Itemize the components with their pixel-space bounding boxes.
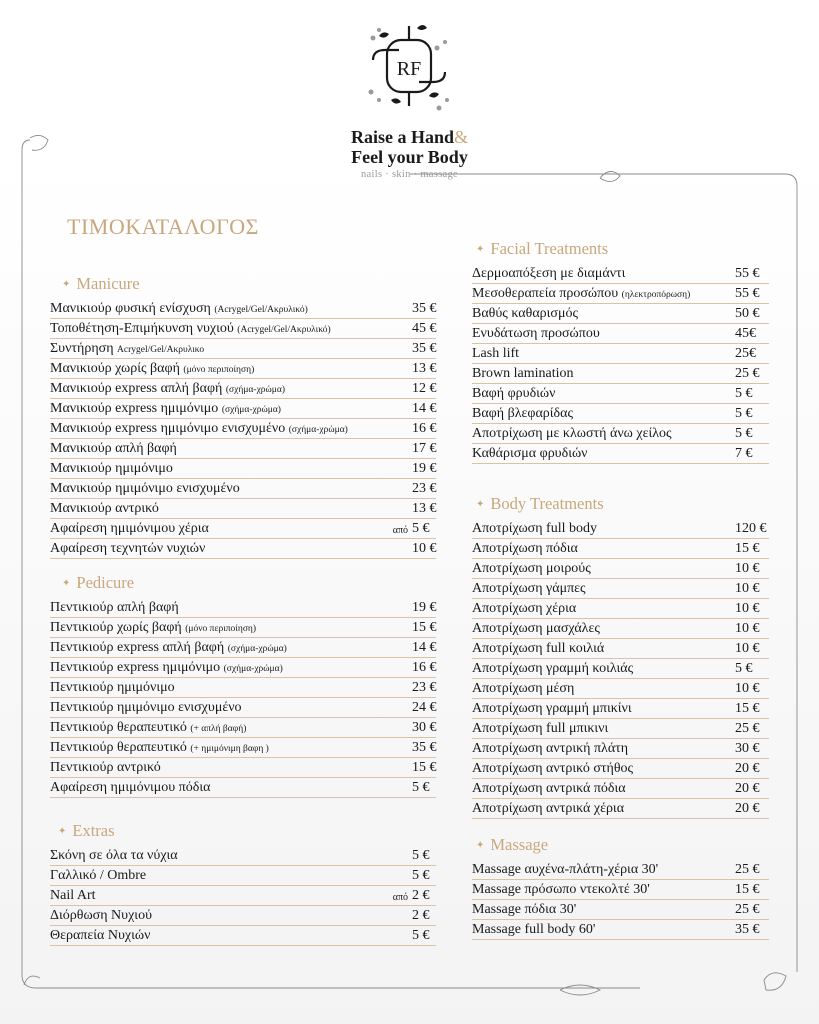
price-row: [50, 638, 436, 658]
price-prefix: από: [392, 892, 408, 903]
price-row: [472, 659, 769, 679]
service-name: [50, 521, 393, 538]
price-row: [50, 866, 436, 886]
service-name-text: Μανικιούρ απλή βαφή: [50, 441, 177, 456]
price-row: [472, 444, 769, 464]
brand-line-2: Feel your Body: [351, 147, 468, 167]
service-note: (σχήμα-χρώμα): [225, 385, 286, 395]
service-name: [472, 426, 735, 443]
service-name-text: Μεσοθεραπεία προσώπου: [472, 286, 619, 301]
price-row: [472, 424, 769, 444]
price-row: [50, 906, 436, 926]
service-name: [50, 501, 412, 518]
price-row: [472, 519, 769, 539]
service-name: [472, 761, 735, 778]
price-row: [472, 639, 769, 659]
price-row: [50, 618, 436, 638]
service-price: 35 €: [735, 922, 760, 937]
service-name-text: Αποτρίχωση γραμμή κοιλιάς: [472, 661, 634, 676]
service-price: 14 €: [412, 640, 437, 655]
service-price: 45€: [735, 326, 756, 341]
service-name: [472, 902, 735, 919]
service-price: 5 €: [412, 928, 430, 943]
service-name: [50, 660, 412, 677]
service-name-text: Αποτρίχωση χέρια: [472, 601, 577, 616]
service-name-text: Αποτρίχωση αντρικά χέρια: [472, 801, 625, 816]
service-price: 2 €: [412, 908, 430, 923]
service-name: [50, 401, 412, 418]
section-heading-text: Pedicure: [76, 573, 135, 592]
service-name-text: Βαφή φρυδιών: [472, 386, 556, 401]
service-name-text: Lash lift: [472, 346, 520, 361]
service-name-text: Βαθύς καθαρισμός: [472, 306, 579, 321]
service-name-text: Αποτρίχωση γραμμή μπικίνι: [472, 701, 632, 716]
service-note: (μόνο περιποίηση): [185, 624, 257, 634]
price-list: [472, 264, 769, 464]
service-price: 2 €: [412, 888, 430, 903]
service-name: [50, 760, 412, 777]
price-list: [50, 299, 436, 559]
service-name-text: Συντήρηση: [50, 341, 114, 356]
service-price: 30 €: [735, 741, 760, 756]
brand-name: [0, 127, 819, 180]
service-name-text: Καθάρισμα φρυδιών: [472, 446, 588, 461]
service-note: (Acrygel/Gel/Ακρυλικό): [214, 305, 308, 315]
service-price: 25 €: [735, 721, 760, 736]
service-price: 10 €: [735, 601, 760, 616]
service-name-text: Αποτρίχωση μασχάλες: [472, 621, 600, 636]
service-name-text: Δερμοαπόξεση με διαμάντι: [472, 266, 626, 281]
service-name-text: Αποτρίχωση πόδια: [472, 541, 578, 556]
service-note: (σχήμα-χρώμα): [227, 644, 287, 654]
service-name: [50, 908, 412, 925]
service-name-text: Αποτρίχωση μοιρούς: [472, 561, 591, 576]
price-row: [50, 439, 436, 459]
service-name: [472, 661, 735, 678]
price-prefix: από: [392, 525, 408, 536]
service-price: 25 €: [735, 902, 760, 917]
service-name: [50, 700, 412, 717]
service-price: 55 €: [735, 266, 760, 281]
price-row: [472, 559, 769, 579]
price-row: [472, 344, 769, 364]
price-list: [472, 860, 769, 940]
service-name: [472, 801, 735, 818]
service-name: [472, 266, 735, 283]
service-name: [472, 286, 735, 303]
price-row: [50, 459, 436, 479]
service-price: 15 €: [735, 882, 760, 897]
section-heading-text: Manicure: [76, 274, 140, 293]
service-price: 15 €: [735, 541, 760, 556]
service-name: [472, 581, 735, 598]
service-name-text: Πεντικιούρ απλή βαφή: [50, 600, 179, 615]
service-name-text: Αποτρίχωση αντρική πλάτη: [472, 741, 629, 756]
price-row: [50, 419, 436, 439]
star-icon: ✦: [62, 279, 71, 290]
price-row: [50, 499, 436, 519]
service-note: (ηλεκτροπόρωση): [621, 290, 691, 300]
star-icon: ✦: [58, 826, 67, 837]
service-name: [50, 868, 412, 885]
service-price: 5 €: [735, 406, 753, 421]
service-price: 17 €: [412, 441, 437, 456]
service-name: [50, 600, 412, 617]
service-price: 50 €: [735, 306, 760, 321]
price-row: [50, 339, 436, 359]
service-name: [50, 301, 412, 318]
service-name: [472, 862, 735, 879]
service-price: 5 €: [735, 386, 753, 401]
service-name: [472, 406, 735, 423]
service-price: 5 €: [735, 661, 753, 676]
price-row: [472, 264, 769, 284]
price-row: [472, 900, 769, 920]
service-price: 7 €: [735, 446, 753, 461]
service-price: 25€: [735, 346, 756, 361]
service-price: 24 €: [412, 700, 437, 715]
service-name-text: Massage αυχένα-πλάτη-χέρια 30': [472, 862, 659, 877]
price-row: [50, 299, 436, 319]
price-row: [50, 379, 436, 399]
service-name: [472, 701, 735, 718]
price-row: [50, 678, 436, 698]
price-row: [50, 479, 436, 499]
service-name: [50, 381, 412, 398]
section-body-treatments: [472, 493, 769, 819]
price-row: [50, 658, 436, 678]
service-name-text: Θεραπεία Νυχιών: [50, 928, 151, 943]
brand-tagline: nails · skin · massage: [361, 169, 458, 180]
service-price: 20 €: [735, 801, 760, 816]
price-row: [50, 718, 436, 738]
service-price: 23 €: [412, 481, 437, 496]
price-row: [472, 619, 769, 639]
price-row: [472, 284, 769, 304]
price-row: [50, 598, 436, 618]
price-row: [50, 359, 436, 379]
service-name: [50, 848, 412, 865]
service-name-text: Αφαίρεση τεχνητών νυχιών: [50, 541, 206, 556]
price-row: [50, 846, 436, 866]
section-heading-text: Extras: [72, 821, 115, 840]
price-row: [472, 860, 769, 880]
service-name: [472, 681, 735, 698]
service-name: [472, 922, 735, 939]
price-row: [472, 739, 769, 759]
service-price: 25 €: [735, 366, 760, 381]
service-name: [50, 640, 412, 657]
service-name-text: Αποτρίχωση full body: [472, 521, 597, 536]
service-name: [472, 366, 735, 383]
service-name: [472, 306, 735, 323]
service-price: 15 €: [735, 701, 760, 716]
brand-logo-icon: [365, 20, 453, 112]
service-name: [472, 446, 735, 463]
service-name-text: Διόρθωση Νυχιού: [50, 908, 152, 923]
service-name-text: Brown lamination: [472, 366, 574, 381]
service-name-text: Nail Art: [50, 888, 96, 903]
star-icon: ✦: [476, 499, 485, 510]
service-price: 19 €: [412, 461, 437, 476]
price-row: [50, 886, 436, 906]
service-name-text: Ενυδάτωση προσώπου: [472, 326, 600, 341]
price-list: [472, 519, 769, 819]
star-icon: ✦: [62, 578, 71, 589]
price-row: [472, 579, 769, 599]
service-name: [472, 601, 735, 618]
service-price: 20 €: [735, 781, 760, 796]
section-massage: [472, 834, 769, 940]
service-name: [50, 321, 412, 338]
price-list: [50, 598, 436, 798]
service-name-text: Μανικιούρ αντρικό: [50, 501, 159, 516]
service-name: [472, 781, 735, 798]
service-name-text: Αποτρίχωση γάμπες: [472, 581, 586, 596]
service-name-text: Πεντικιούρ αντρικό: [50, 760, 161, 775]
service-price: 14 €: [412, 401, 437, 416]
price-row: [472, 404, 769, 424]
section-heading: [476, 834, 769, 856]
service-price: 30 €: [412, 720, 437, 735]
price-row: [50, 319, 436, 339]
price-row: [472, 324, 769, 344]
service-note: (Acrygel/Gel/Ακρυλικό): [237, 325, 331, 335]
service-note: (σχήμα-χρώμα): [288, 425, 348, 435]
price-row: [472, 304, 769, 324]
service-price: 35 €: [412, 341, 437, 356]
service-price: 10 €: [412, 541, 437, 556]
service-name: [50, 361, 412, 378]
service-name: [50, 888, 393, 905]
service-name: [50, 341, 412, 358]
service-price: 55 €: [735, 286, 760, 301]
price-row: [472, 880, 769, 900]
service-price: 15 €: [412, 620, 437, 635]
service-name-text: Πεντικιούρ θεραπευτικό: [50, 740, 187, 755]
price-row: [472, 719, 769, 739]
service-name-text: Αποτρίχωση με κλωστή άνω χείλος: [472, 426, 672, 441]
section-manicure: [50, 273, 436, 559]
service-name-text: Πεντικιούρ χωρίς βαφή: [50, 620, 182, 635]
service-note: (μόνο περιποίηση): [183, 365, 255, 375]
service-name-text: Μανικιούρ express απλή βαφή: [50, 381, 223, 396]
service-name-text: Γαλλικό / Ombre: [50, 868, 147, 883]
service-note: Acrygel/Gel/Ακρυλικο: [117, 345, 205, 355]
service-name-text: Αποτρίχωση μέση: [472, 681, 575, 696]
service-price: 10 €: [735, 641, 760, 656]
service-price: 5 €: [412, 780, 430, 795]
price-row: [472, 699, 769, 719]
service-price: 35 €: [412, 740, 437, 755]
service-price: 12 €: [412, 381, 437, 396]
service-name: [50, 441, 412, 458]
service-name: [472, 882, 735, 899]
service-name: [50, 928, 412, 945]
service-name-text: Μανικιούρ χωρίς βαφή: [50, 361, 180, 376]
service-name: [50, 461, 412, 478]
service-name-text: Αποτρίχωση full μπικινι: [472, 721, 609, 736]
service-name-text: Πεντικιούρ ημιμόνιμο: [50, 680, 175, 695]
service-name: [472, 641, 735, 658]
service-price: 5 €: [735, 426, 753, 441]
section-pedicure: [50, 572, 436, 798]
service-price: 20 €: [735, 761, 760, 776]
price-row: [50, 539, 436, 559]
service-name-text: Μανικιούρ ημιμόνιμο ενισχυμένο: [50, 481, 240, 496]
service-price: 10 €: [735, 681, 760, 696]
service-name-text: Μανικιούρ ημιμόνιμο: [50, 461, 173, 476]
service-name: [472, 541, 735, 558]
star-icon: ✦: [476, 244, 485, 255]
price-row: [472, 539, 769, 559]
brand-ampersand: &: [454, 127, 469, 147]
service-name: [50, 780, 412, 797]
service-name-text: Βαφή βλεφαρίδας: [472, 406, 574, 421]
service-name-text: Πεντικιούρ express απλή βαφή: [50, 640, 225, 655]
service-price: 13 €: [412, 501, 437, 516]
service-price: 35 €: [412, 301, 437, 316]
price-row: [50, 738, 436, 758]
section-heading: [476, 238, 769, 260]
price-row: [50, 399, 436, 419]
price-row: [472, 779, 769, 799]
svg-text:RF: RF: [396, 58, 422, 80]
service-price: 45 €: [412, 321, 437, 336]
service-name: [472, 741, 735, 758]
service-price: 120 €: [735, 521, 767, 536]
price-row: [472, 599, 769, 619]
price-row: [50, 926, 436, 946]
price-row: [50, 698, 436, 718]
section-facial-treatments: [472, 238, 769, 464]
section-heading: [58, 820, 436, 842]
service-price: 16 €: [412, 421, 437, 436]
section-heading: [62, 273, 436, 295]
service-name-text: Αποτρίχωση full κοιλιά: [472, 641, 605, 656]
service-price: 16 €: [412, 660, 437, 675]
price-row: [472, 679, 769, 699]
brand-line-1: [0, 127, 819, 147]
service-name: [50, 481, 412, 498]
section-extras: [50, 820, 436, 946]
section-heading-text: Facial Treatments: [490, 239, 609, 258]
service-note: (+ απλή βαφή): [190, 724, 247, 734]
price-row: [472, 759, 769, 779]
service-name-text: Τοποθέτηση-Επιμήκυνση νυχιού: [50, 321, 234, 336]
service-name: [50, 541, 412, 558]
service-price: 10 €: [735, 581, 760, 596]
price-row: [50, 778, 436, 798]
service-note: (σχήμα-χρώμα): [221, 405, 281, 415]
service-name: [50, 620, 412, 637]
service-name-text: Massage πόδια 30': [472, 902, 577, 917]
service-name: [472, 721, 735, 738]
service-name-text: Μανικιούρ express ημιμόνιμο ενισχυμένο: [50, 421, 286, 436]
service-name-text: Πεντικιούρ ημιμόνιμο ενισχυμένο: [50, 700, 242, 715]
service-name-text: Μανικιούρ φυσική ενίσχυση: [50, 301, 211, 316]
service-name: [50, 720, 412, 737]
service-name-text: Μανικιούρ express ημιμόνιμο: [50, 401, 219, 416]
service-price: 5 €: [412, 848, 430, 863]
service-name-text: Πεντικιούρ θεραπευτικό: [50, 720, 187, 735]
service-name-text: Αποτρίχωση αντρικά πόδια: [472, 781, 626, 796]
price-row: [472, 364, 769, 384]
brand-line-1-text: Raise a Hand: [350, 127, 454, 147]
service-name-text: Σκόνη σε όλα τα νύχια: [50, 848, 178, 863]
service-note: (σχήμα-χρώμα): [223, 664, 283, 674]
price-row: [472, 384, 769, 404]
price-row: [472, 920, 769, 940]
price-row: [50, 519, 436, 539]
price-row: [472, 799, 769, 819]
service-price: 5 €: [412, 521, 430, 536]
service-name: [472, 326, 735, 343]
section-heading-text: Body Treatments: [490, 494, 604, 513]
service-name: [472, 346, 735, 363]
service-price: 10 €: [735, 621, 760, 636]
star-icon: ✦: [476, 840, 485, 851]
service-name: [472, 521, 735, 538]
service-name-text: Massage πρόσωπο ντεκολτέ 30': [472, 882, 650, 897]
service-price: 5 €: [412, 868, 430, 883]
service-name-text: Αποτρίχωση αντρικό στήθος: [472, 761, 634, 776]
section-heading: [476, 493, 769, 515]
service-name: [472, 621, 735, 638]
service-name-text: Αφαίρεση ημιμόνιμου χέρια: [50, 521, 209, 536]
price-row: [50, 758, 436, 778]
service-name: [50, 680, 412, 697]
service-price: 25 €: [735, 862, 760, 877]
service-name-text: Αφαίρεση ημιμόνιμου πόδια: [50, 780, 211, 795]
page-title: ΤΙΜΟΚΑΤΑΛΟΓΟΣ: [67, 214, 259, 239]
price-list: [50, 846, 436, 946]
section-heading-text: Massage: [490, 835, 549, 854]
service-note: (+ ημιμόνιμη βαφη ): [190, 744, 269, 754]
service-name-text: Πεντικιούρ express ημιμόνιμο: [50, 660, 221, 675]
service-price: 23 €: [412, 680, 437, 695]
service-price: 15 €: [412, 760, 437, 775]
service-name: [472, 386, 735, 403]
service-name: [50, 421, 412, 438]
service-name-text: Massage full body 60': [472, 922, 596, 937]
section-heading: [62, 572, 436, 594]
service-price: 13 €: [412, 361, 437, 376]
service-name: [50, 740, 412, 757]
service-price: 10 €: [735, 561, 760, 576]
service-price: 19 €: [412, 600, 437, 615]
service-name: [472, 561, 735, 578]
